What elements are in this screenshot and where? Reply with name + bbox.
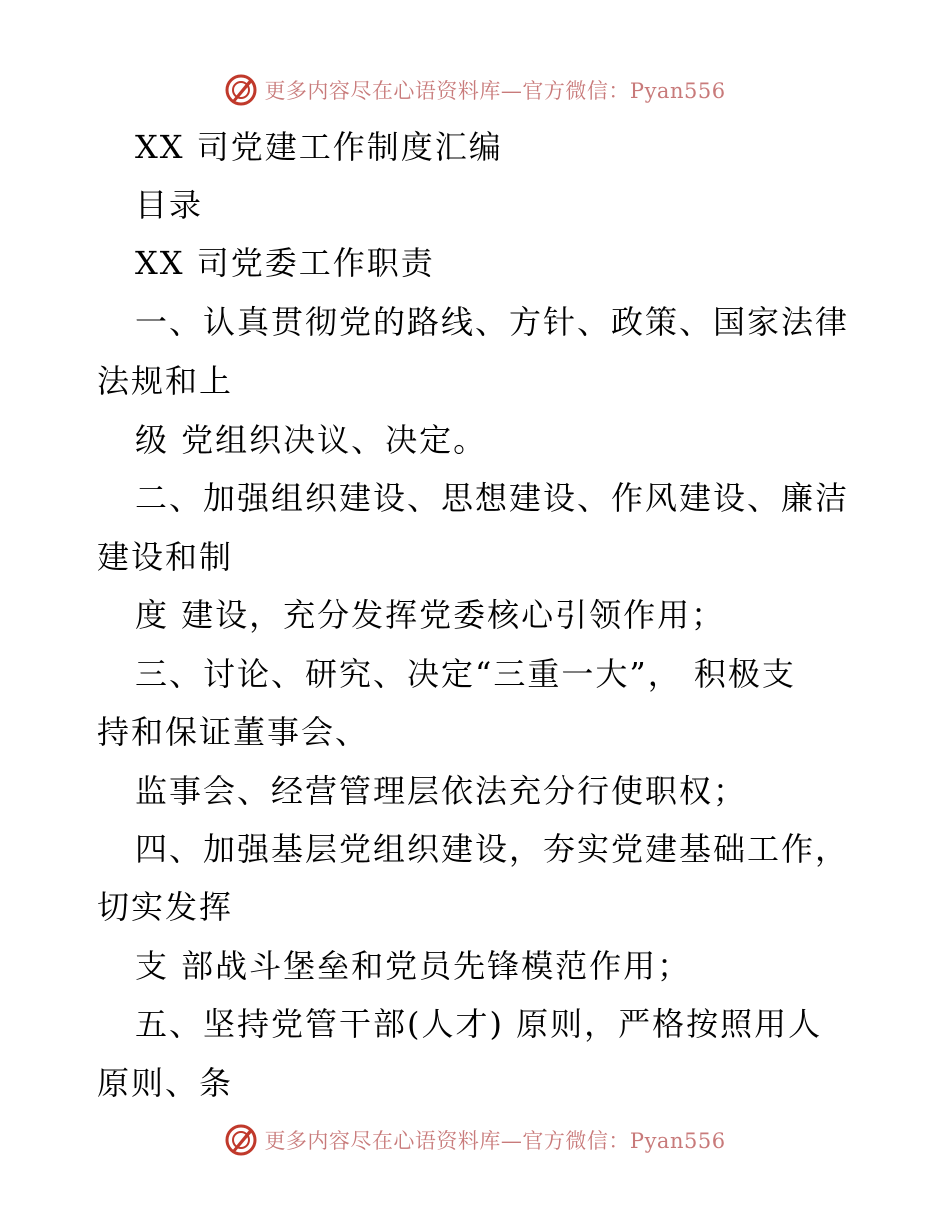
paragraph-line: 建设和制 (97, 538, 234, 576)
section-heading: XX 司党委工作职责 (135, 244, 435, 282)
quill-seal-icon (224, 1123, 258, 1157)
paragraph-line: 监事会、经营管理层依法充分行使职权； (135, 772, 748, 810)
watermark-text: 更多内容尽在心语资料库—官方微信：Pyan556 (264, 79, 726, 103)
paragraph-line: 法规和上 (97, 362, 234, 400)
paragraph-line: 级 党组织决议、决定。 (135, 421, 488, 459)
watermark-footer (0, 1120, 950, 1160)
paragraph-line: 原则、条 (97, 1064, 234, 1102)
quill-seal-icon (224, 73, 258, 107)
paragraph-line: 度 建设，充分发挥党委核心引领作用； (135, 596, 726, 634)
watermark-text: 更多内容尽在心语资料库—官方微信：Pyan556 (264, 1129, 726, 1153)
paragraph-line: 一、认真贯彻党的路线、方针、政策、国家法律 (135, 303, 850, 341)
paragraph-line: 切实发挥 (97, 888, 234, 926)
watermark-footer-inner (224, 1123, 725, 1157)
paragraph-line: 二、加强组织建设、思想建设、作风建设、廉洁 (135, 479, 850, 517)
paragraph-line: 三、讨论、研究、决定“三重一大”， 积极支 (135, 655, 796, 693)
watermark-header (0, 70, 950, 110)
doc-title: XX 司党建工作制度汇编 (135, 128, 503, 166)
paragraph-line: 持和保证董事会、 (97, 713, 370, 751)
paragraph-line: 五、坚持党管干部(人才) 原则，严格按照用人 (135, 1005, 823, 1043)
toc-heading: 目录 (135, 186, 204, 224)
paragraph-line: 四、加强基层党组织建设，夯实党建基础工作， (135, 830, 850, 868)
watermark-header-inner (224, 73, 725, 107)
paragraph-line: 支 部战斗堡垒和党员先锋模范作用； (135, 947, 692, 985)
